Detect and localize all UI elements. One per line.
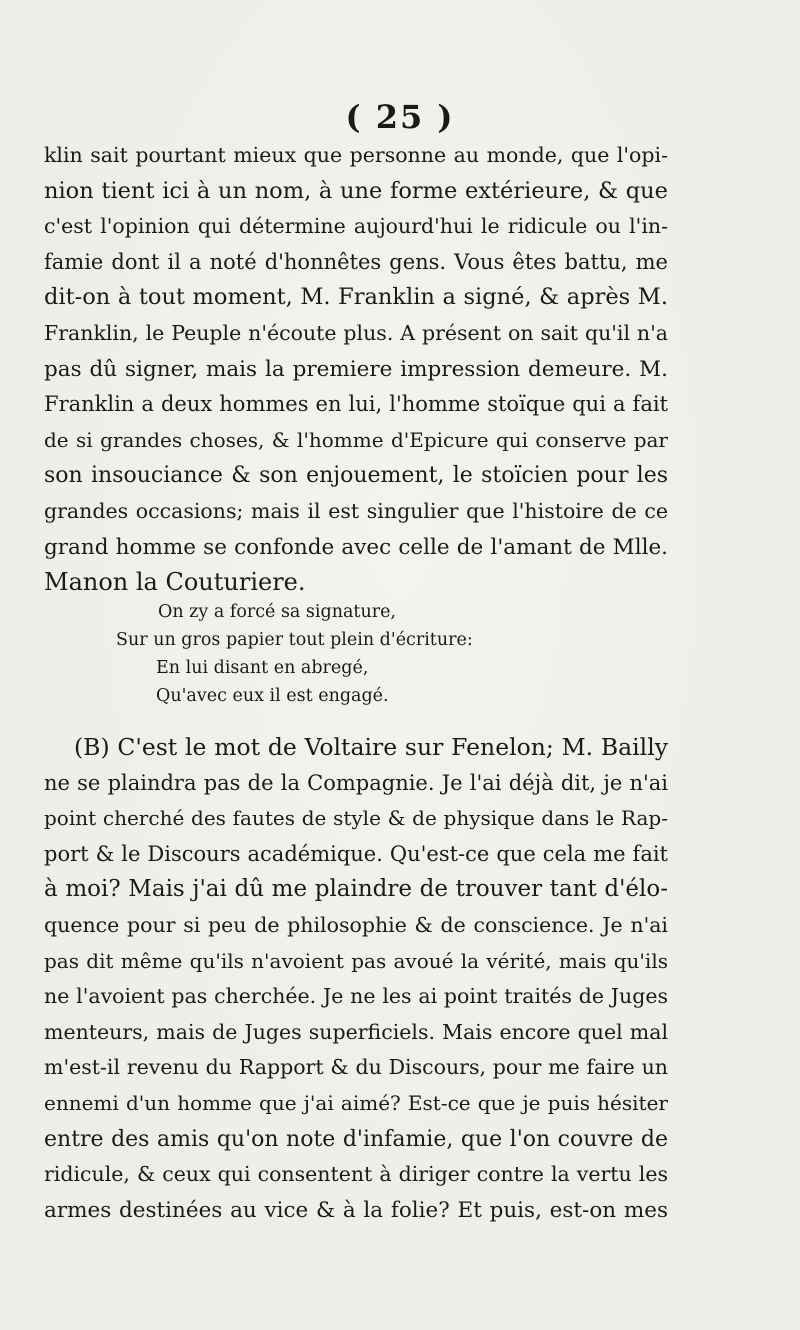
text-line: klin sait pourtant mieux que personne au monde, que l'opi- — [44, 143, 668, 167]
verse-line: Qu'avec eux il est engagé. — [156, 686, 389, 706]
text-line: à moi? Mais j'ai dû me plaindre de trouver tant d'élo- — [44, 876, 668, 903]
paragraph-1 — [44, 138, 668, 601]
verse-line: Sur un gros papier tout plein d'écriture: — [116, 630, 473, 650]
text-line: grand homme se confonde avec celle de l'amant de Mlle. — [44, 534, 668, 560]
text-line: ridicule, & ceux qui consentent à diriger contre la vertu les — [44, 1162, 668, 1187]
text-line: de si grandes choses, & l'homme d'Epicure qui conserve par — [44, 427, 668, 452]
text-line: Franklin, le Peuple n'écoute plus. A présent on sait qu'il n'a — [44, 320, 668, 345]
text-line: armes destinées au vice & à la folie? Et puis, est-on mes — [44, 1197, 668, 1223]
text-line: (B) C'est le mot de Voltaire sur Fenelon; M. Bailly — [74, 733, 668, 761]
text-line: ne se plaindra pas de la Compagnie. Je l'ai déjà dit, je n'ai — [44, 770, 668, 795]
text-line: nion tient ici à un nom, à une forme extérieure, & que — [44, 177, 668, 204]
text-line: dit-on à tout moment, M. Franklin a signé, & après M. — [44, 284, 668, 311]
text-line: m'est-il revenu du Rapport & du Discours, pour me faire un — [44, 1055, 668, 1080]
text-line: port & le Discours académique. Qu'est-ce que cela me fait — [44, 841, 668, 866]
text-line: Franklin a deux hommes en lui, l'homme stoïque qui a fait — [44, 392, 668, 417]
text-line: grandes occasions; mais il est singulier que l'histoire de ce — [44, 498, 668, 523]
text-line: famie dont il a noté d'honnêtes gens. Vous êtes battu, me — [44, 249, 668, 274]
text-line: entre des amis qu'on note d'infamie, que l'on couvre de — [44, 1126, 668, 1152]
text-line: ennemi d'un homme que j'ai aimé? Est-ce que je puis hésiter — [44, 1090, 668, 1115]
verse-line: En lui disant en abregé, — [156, 658, 369, 678]
text-line: ne l'avoient pas cherchée. Je ne les ai point traités de Juges — [44, 984, 668, 1009]
text-line: Manon la Couturiere. — [44, 568, 306, 597]
verse-quote — [116, 598, 473, 710]
text-line: point cherché des fautes de style & de physique dans le Rap- — [44, 806, 668, 831]
text-line: son insouciance & son enjouement, le stoïcien pour les — [44, 463, 668, 489]
page-number: ( 25 ) — [345, 98, 455, 136]
verse-line: On zy a forcé sa signature, — [158, 602, 396, 622]
text-line: pas dû signer, mais la premiere impression demeure. M. — [44, 356, 668, 382]
text-line: menteurs, mais de Juges superficiels. Mais encore quel mal — [44, 1019, 668, 1044]
paragraph-2 — [44, 730, 668, 1228]
text-line: pas dit même qu'ils n'avoient pas avoué la vérité, mais qu'ils — [44, 948, 668, 973]
text-line: quence pour si peu de philosophie & de conscience. Je n'ai — [44, 912, 668, 937]
text-line: c'est l'opinion qui détermine aujourd'hui le ridicule ou l'in- — [44, 214, 668, 239]
